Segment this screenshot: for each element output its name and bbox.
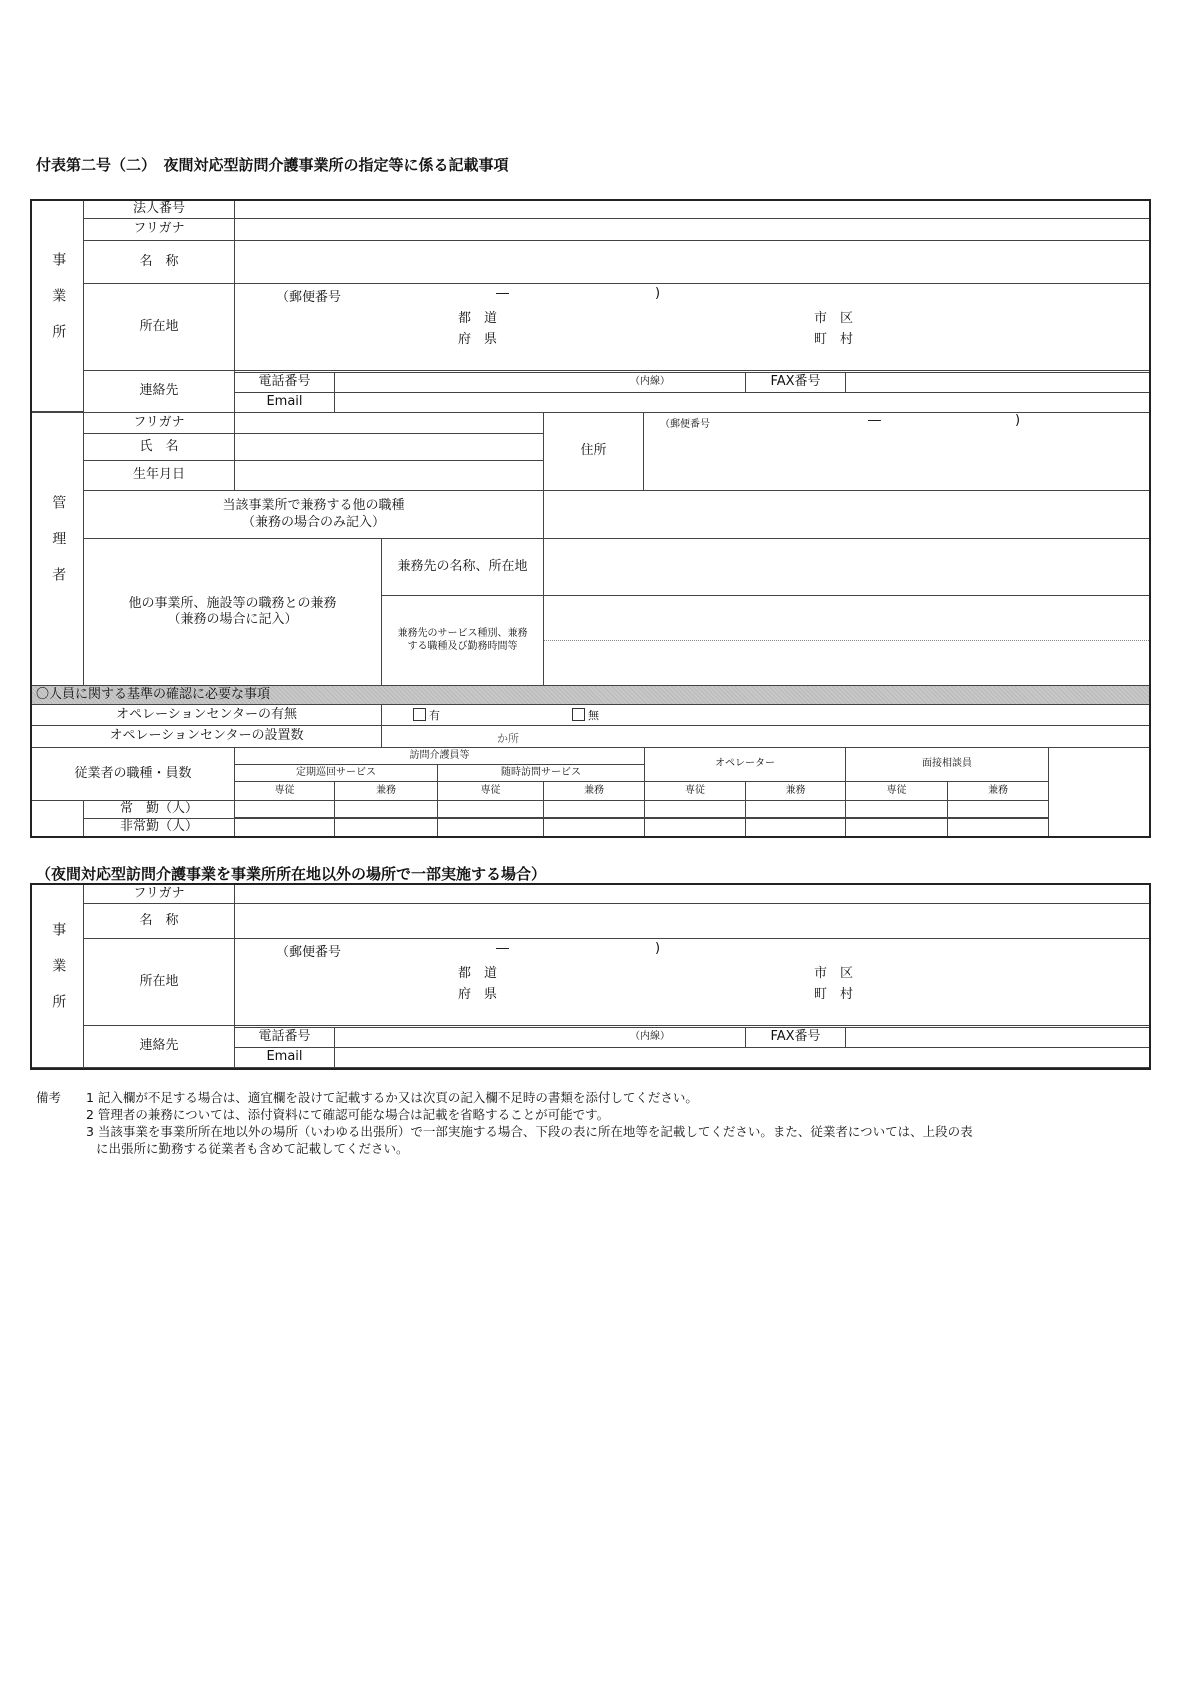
branch-phone-label: 電話番号 xyxy=(234,1027,335,1048)
pref-label-2: 府 県 xyxy=(458,332,498,347)
periodic-header: 定期巡回サービス xyxy=(234,764,438,782)
oncall-concurrent-header: 兼務 xyxy=(543,781,645,801)
roles-label: 従業者の職種・員数 xyxy=(31,747,235,801)
branch-title: （夜間対応型訪問介護事業を事業所所在地以外の場所で一部実施する場合） xyxy=(36,865,547,883)
manager-birth-label: 生年月日 xyxy=(83,460,235,491)
operator-header: オペレーター xyxy=(644,747,846,782)
office-section-label: 事業所 xyxy=(31,200,84,412)
branch-email-label: Email xyxy=(234,1047,335,1068)
home-care-header: 訪問介護員等 xyxy=(234,747,645,765)
concurrent-name-label: 兼務先の名称、所在地 xyxy=(381,538,544,596)
city-label-1: 市 区 xyxy=(814,311,854,326)
yes-label: 有 xyxy=(429,708,440,722)
manager-postal-label: （郵便番号 xyxy=(660,419,710,430)
operator-full-header: 専従 xyxy=(644,781,746,801)
contact-label: 連絡先 xyxy=(83,370,235,413)
branch-postal-label: （郵便番号 xyxy=(276,945,342,960)
other-office-text: 他の事業所、施設等の職務との兼務 xyxy=(128,595,337,611)
oncall-full-header: 専従 xyxy=(437,781,544,801)
note-2: 2 管理者の兼務については、添付資料にて確認可能な場合は記載を省略することが可能です。 xyxy=(86,1107,610,1122)
count-unit: か所 xyxy=(497,732,519,745)
extension-label: （内線） xyxy=(630,376,670,388)
postal-dash: ― xyxy=(496,286,509,301)
periodic-concurrent-header: 兼務 xyxy=(334,781,438,801)
address-label: 所在地 xyxy=(83,283,235,371)
branch-extension-label: （内線） xyxy=(630,1031,670,1043)
note-3: 3 当該事業を事業所所在地以外の場所（いわゆる出張所）で一部実施する場合、下段の表に所在地等を記載してください。また、従業者については、上段の表 xyxy=(86,1124,973,1139)
manager-postal-dash: ― xyxy=(868,413,881,428)
op-center-exists-label: オペレーションセンターの有無 xyxy=(31,704,382,726)
branch-postal-close: ) xyxy=(655,941,661,956)
staff-section-header: 〇人員に関する基準の確認に必要な事項 xyxy=(31,685,1150,705)
fulltime-row-label: 常 勤（人） xyxy=(83,800,235,819)
branch-fax-label: FAX番号 xyxy=(745,1027,846,1048)
phone-label: 電話番号 xyxy=(234,372,335,393)
operator-concurrent-header: 兼務 xyxy=(745,781,846,801)
manager-furigana-label: フリガナ xyxy=(83,412,235,434)
op-center-count-label: オペレーションセンターの設置数 xyxy=(31,725,382,748)
on-call-header: 随時訪問サービス xyxy=(437,764,645,782)
form-title: 付表第二号（二） 夜間対応型訪問介護事業所の指定等に係る記載事項 xyxy=(36,156,509,174)
branch-postal-dash: ― xyxy=(496,941,509,956)
branch-city-2: 町 村 xyxy=(814,987,854,1002)
branch-address-label: 所在地 xyxy=(83,938,235,1026)
note-3-cont: に出張所に勤務する従業者も含めて記載してください。 xyxy=(96,1141,409,1156)
branch-pref-2: 府 県 xyxy=(458,987,498,1002)
name-label: 名 称 xyxy=(83,240,235,284)
postal-close: ) xyxy=(655,286,661,301)
branch-city-1: 市 区 xyxy=(814,966,854,981)
branch-contact-label: 連絡先 xyxy=(83,1025,235,1068)
other-job-text: 当該事業所で兼務する他の職種 xyxy=(222,498,405,514)
interviewer-concurrent-header: 兼務 xyxy=(947,781,1049,801)
manager-section-label: 管理者 xyxy=(31,412,84,686)
city-label-2: 町 村 xyxy=(814,332,854,347)
furigana-label: フリガナ xyxy=(83,218,235,241)
branch-table-border xyxy=(30,883,1151,1070)
other-job-note: （兼務の場合のみ記入） xyxy=(241,514,385,530)
interviewer-header: 面接相談員 xyxy=(845,747,1049,782)
main-table-border xyxy=(30,199,1151,838)
branch-furigana-label: フリガナ xyxy=(83,884,235,904)
fax-label: FAX番号 xyxy=(745,372,846,393)
parttime-row-label: 非常勤（人） xyxy=(83,818,235,837)
pref-label-1: 都 道 xyxy=(458,311,498,326)
email-label: Email xyxy=(234,392,335,413)
corp-number-label: 法人番号 xyxy=(83,200,235,219)
periodic-full-header: 専従 xyxy=(234,781,335,801)
interviewer-full-header: 専従 xyxy=(845,781,948,801)
concurrent-service-label: 兼務先のサービス種別、兼務する職種及び勤務時間等 xyxy=(381,595,544,686)
manager-name-label: 氏 名 xyxy=(83,433,235,461)
branch-section-label: 事業所 xyxy=(31,884,84,1068)
other-office-note: （兼務の場合に記入） xyxy=(167,612,298,627)
notes-label: 備考 xyxy=(36,1090,62,1105)
branch-pref-1: 都 道 xyxy=(458,966,498,981)
no-label: 無 xyxy=(588,708,599,722)
manager-postal-close: ) xyxy=(1015,413,1021,428)
postal-label: （郵便番号 xyxy=(276,290,342,305)
branch-name-label: 名 称 xyxy=(83,903,235,939)
note-1: 1 記入欄が不足する場合は、適宜欄を設けて記載するか又は次頁の記入欄不足時の書類を添付してください。 xyxy=(86,1090,698,1105)
manager-address-label: 住所 xyxy=(543,412,644,491)
